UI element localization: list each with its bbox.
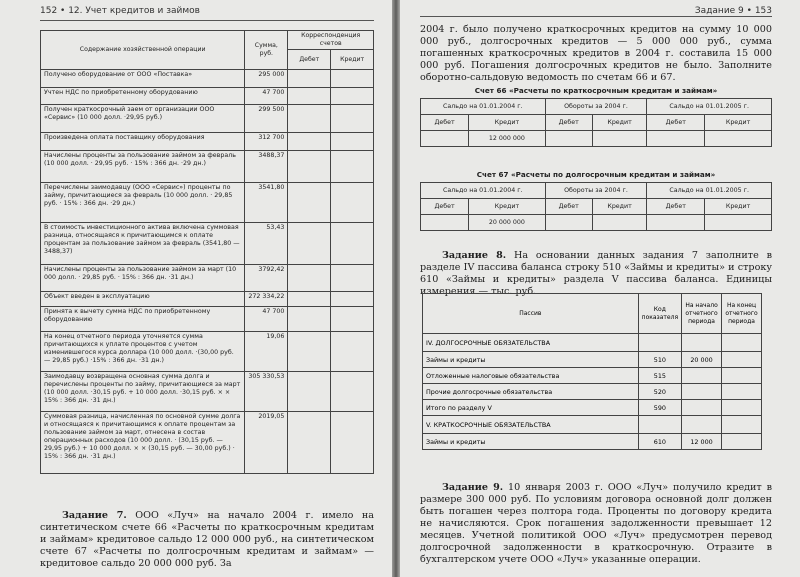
- table-row: [41, 105, 374, 133]
- acct67-turn-header: Обороты за 2004 г.: [545, 183, 647, 199]
- acct67-debit: Дебет: [647, 199, 705, 215]
- left-running-header: 152 • 12. Учет кредитов и займов: [40, 6, 200, 16]
- operation-sum: 272 334,22: [245, 292, 288, 307]
- table-row: [41, 307, 374, 332]
- operation-sum: 295 000: [245, 70, 288, 88]
- table-row: [41, 292, 374, 307]
- acct66-credit: Кредит: [705, 115, 772, 131]
- col-period-end: На конец отчетного периода: [722, 294, 762, 334]
- task7-label: Задание 7.: [62, 510, 127, 521]
- task9-text: 10 января 2003 г. ООО «Луч» получило кредит в размере 300 000 руб. По условиям договора основной долг должен быть погашен через полтора года. Проценты по договору кредита не начисляются. Срок погашения задолженности превышает 12 месяцев. Учетной политикой ООО «Луч» предусмотрен перевод долгосрочной задолженности в краткосрочную. Отразите в бухгалтерском учете ООО «Луч» указанные операции.: [420, 482, 773, 565]
- operation-text: На конец отчетного периода уточняется сумма причитающихся к уплате процентов с учетом изменившегося курса доллара (10 000 долл. ·(30,00 руб. — 29,85 руб.) ·15% : 366 дн. ·31 дн.): [41, 332, 245, 372]
- operation-text: Произведена оплата поставщику оборудования: [41, 133, 245, 151]
- acct67-table: [420, 182, 772, 231]
- operation-text: Принята к вычету сумма НДС по приобретенному оборудованию: [41, 307, 245, 332]
- passive-start: [682, 400, 722, 416]
- table-row: [41, 412, 374, 474]
- passive-start: [682, 368, 722, 384]
- right-running-header: Задание 9 • 153: [694, 6, 772, 16]
- operation-sum: 3488,37: [245, 151, 288, 183]
- header-rule: [420, 16, 772, 17]
- passive-code: 510: [638, 352, 681, 368]
- operations-table: [40, 30, 374, 474]
- passive-start: 20 000: [682, 352, 722, 368]
- col-code: Код показателя: [638, 294, 681, 334]
- col-operation: Содержание хозяйственной операции: [41, 31, 245, 70]
- table-row: [41, 70, 374, 88]
- acct67-debit: Дебет: [421, 199, 469, 215]
- acct66-turn-header: Обороты за 2004 г.: [545, 99, 647, 115]
- task8-text: На основании данных задания 7 заполните в разделе IV пассива баланса строку 510 «Займы и кредиты» и строку 610 «Займы и кредиты» раздела V пассива баланса. Единицы измерения — тыс. руб.: [420, 250, 772, 297]
- acct67-debit: Дебет: [545, 199, 592, 215]
- table-row: [41, 372, 374, 412]
- acct67-opening-credit: 20 000 000: [469, 215, 545, 231]
- col-credit: Кредит: [331, 50, 374, 70]
- col-debit: Дебет: [288, 50, 331, 70]
- table-row: [41, 265, 374, 292]
- task9-label: Задание 9.: [442, 482, 504, 493]
- acct66-open-header: Сальдо на 01.01.2004 г.: [421, 99, 546, 115]
- passive-code: 590: [638, 400, 681, 416]
- task8-paragraph: [420, 250, 772, 298]
- col-period-start: На начало отчетного периода: [682, 294, 722, 334]
- acct67-close-header: Сальдо на 01.01.2005 г.: [647, 183, 772, 199]
- table-row: [41, 88, 374, 105]
- operation-sum: 53,43: [245, 223, 288, 265]
- operation-sum: 299 500: [245, 105, 288, 133]
- acct66-debit: Дебет: [647, 115, 705, 131]
- table-row: [41, 133, 374, 151]
- operation-text: Начислены проценты за пользование займом за февраль (10 000 долл. · 29,95 руб. · 15% : 366 дн. ·29 дн.): [41, 151, 245, 183]
- acct66-close-header: Сальдо на 01.01.2005 г.: [647, 99, 772, 115]
- acct66-debit: Дебет: [545, 115, 592, 131]
- passive-name: IV. ДОЛГОСРОЧНЫЕ ОБЯЗАТЕЛЬСТВА: [423, 334, 639, 352]
- passive-code: [638, 416, 681, 434]
- table-row: [41, 183, 374, 223]
- passive-start: [682, 416, 722, 434]
- passive-name: Отложенные налоговые обязательства: [423, 368, 639, 384]
- balance-table: [422, 293, 762, 450]
- left-page: [0, 0, 392, 577]
- passive-name: V. КРАТКОСРОЧНЫЕ ОБЯЗАТЕЛЬСТВА: [423, 416, 639, 434]
- operation-text: Получен краткосрочный заем от организации ООО «Сервис» (10 000 долл. ·29,95 руб.): [41, 105, 245, 133]
- acct67-credit: Кредит: [469, 199, 545, 215]
- passive-name: Прочие долгосрочные обязательства: [423, 384, 639, 400]
- passive-code: [638, 334, 681, 352]
- acct67-open-header: Сальдо на 01.01.2004 г.: [421, 183, 546, 199]
- operation-text: Учтен НДС по приобретенному оборудованию: [41, 88, 245, 105]
- operation-sum: 47 700: [245, 307, 288, 332]
- passive-code: 515: [638, 368, 681, 384]
- acct66-credit: Кредит: [469, 115, 545, 131]
- operation-text: В стоимость инвестиционного актива включена суммовая разница, относящаяся к причитающимся к оплате процентам за пользование займом за февраль (3541,80 — 3488,37): [41, 223, 245, 265]
- acct67-credit: Кредит: [592, 199, 647, 215]
- table-row: [41, 332, 374, 372]
- passive-start: 12 000: [682, 434, 722, 450]
- operation-text: Объект введен в эксплуатацию: [41, 292, 245, 307]
- passive-start: [682, 334, 722, 352]
- table-row: [423, 416, 762, 434]
- passive-code: 520: [638, 384, 681, 400]
- table-row: [423, 334, 762, 352]
- task7-continuation: 2004 г. было получено краткосрочных кредитов на сумму 10 000 000 руб., долгосрочных кредитов — 5 000 000 руб., сумма погашенных краткосрочных кредитов в 2004 г. составила 15 000 000 руб. Погашения долгосрочных кредитов не было. Заполните оборотно-сальдовую ведомость по счетам 66 и 67.: [420, 24, 772, 83]
- header-rule: [40, 20, 374, 21]
- task7-paragraph: [40, 510, 374, 570]
- table-row: [423, 352, 762, 368]
- acct66-table: [420, 98, 772, 147]
- operation-text: Суммовая разница, начисленная по основной сумме долга и относящаяся к причитающимся к оплате процентам за пользование займом за март, отнесена в состав операционных расходов (10 000 долл. · (30,15 руб. — 29,95 руб.) + 10 000 долл. × × (30,15 руб. — 30,00 руб.) · 15% : 366 дн. ·31 дн.): [41, 412, 245, 474]
- table-row: [423, 434, 762, 450]
- acct66-opening-credit: 12 000 000: [469, 131, 545, 147]
- task8-label: Задание 8.: [442, 250, 507, 261]
- table-row: [423, 400, 762, 416]
- operation-text: Перечислены заимодавцу (ООО «Сервис») проценты по займу, причитающиеся за февраль (10 000 долл. · 29,85 руб. · 15% : 366 дн. ·29 дн.): [41, 183, 245, 223]
- task7-text: ООО «Луч» на начало 2004 г. имело на синтетическом счете 66 «Расчеты по краткосрочным кредитам и займам» кредитовое сальдо 12 000 000 руб., на синтетическом счете 67 «Расчеты по долгосрочным кредитам и займам» — кредитовое сальдо 20 000 000 руб. За: [40, 510, 374, 569]
- table-row: [423, 384, 762, 400]
- col-passive: Пассив: [423, 294, 639, 334]
- operation-text: Заимодавцу возвращена основная сумма долга и перечислены проценты по займу, причитающиеся за март (10 000 долл. ·30,15 руб. + 10 000 долл. ·30,15 руб. × × 15% : 366 дн. ·31 дн.): [41, 372, 245, 412]
- operation-sum: 3792,42: [245, 265, 288, 292]
- col-corr: Корреспонденция счетов: [288, 31, 374, 50]
- operation-sum: 312 700: [245, 133, 288, 151]
- acct67-credit: Кредит: [705, 199, 772, 215]
- operation-sum: 305 330,53: [245, 372, 288, 412]
- operation-sum: 19,06: [245, 332, 288, 372]
- acct66-credit: Кредит: [592, 115, 647, 131]
- acct67-title: Счет 67 «Расчеты по долгосрочным кредитам и займам»: [476, 170, 716, 179]
- passive-name: Итого по разделу V: [423, 400, 639, 416]
- table-row: [423, 368, 762, 384]
- book-gutter: [392, 0, 400, 577]
- table-row: [41, 223, 374, 265]
- acct66-title: Счет 66 «Расчеты по краткосрочным кредитам и займам»: [474, 86, 718, 95]
- passive-name: Займы и кредиты: [423, 434, 639, 450]
- table-row: [41, 151, 374, 183]
- col-sum: Сумма, руб.: [245, 31, 288, 70]
- task9-paragraph: [420, 482, 772, 566]
- operation-sum: 47 700: [245, 88, 288, 105]
- operation-sum: 2019,05: [245, 412, 288, 474]
- passive-start: [682, 384, 722, 400]
- operation-sum: 3541,80: [245, 183, 288, 223]
- operation-text: Получено оборудование от ООО «Поставка»: [41, 70, 245, 88]
- passive-name: Займы и кредиты: [423, 352, 639, 368]
- passive-code: 610: [638, 434, 681, 450]
- acct66-debit: Дебет: [421, 115, 469, 131]
- operation-text: Начислены проценты за пользование займом за март (10 000 долл. · 29,85 руб. · 15% : 366 дн. ·31 дн.): [41, 265, 245, 292]
